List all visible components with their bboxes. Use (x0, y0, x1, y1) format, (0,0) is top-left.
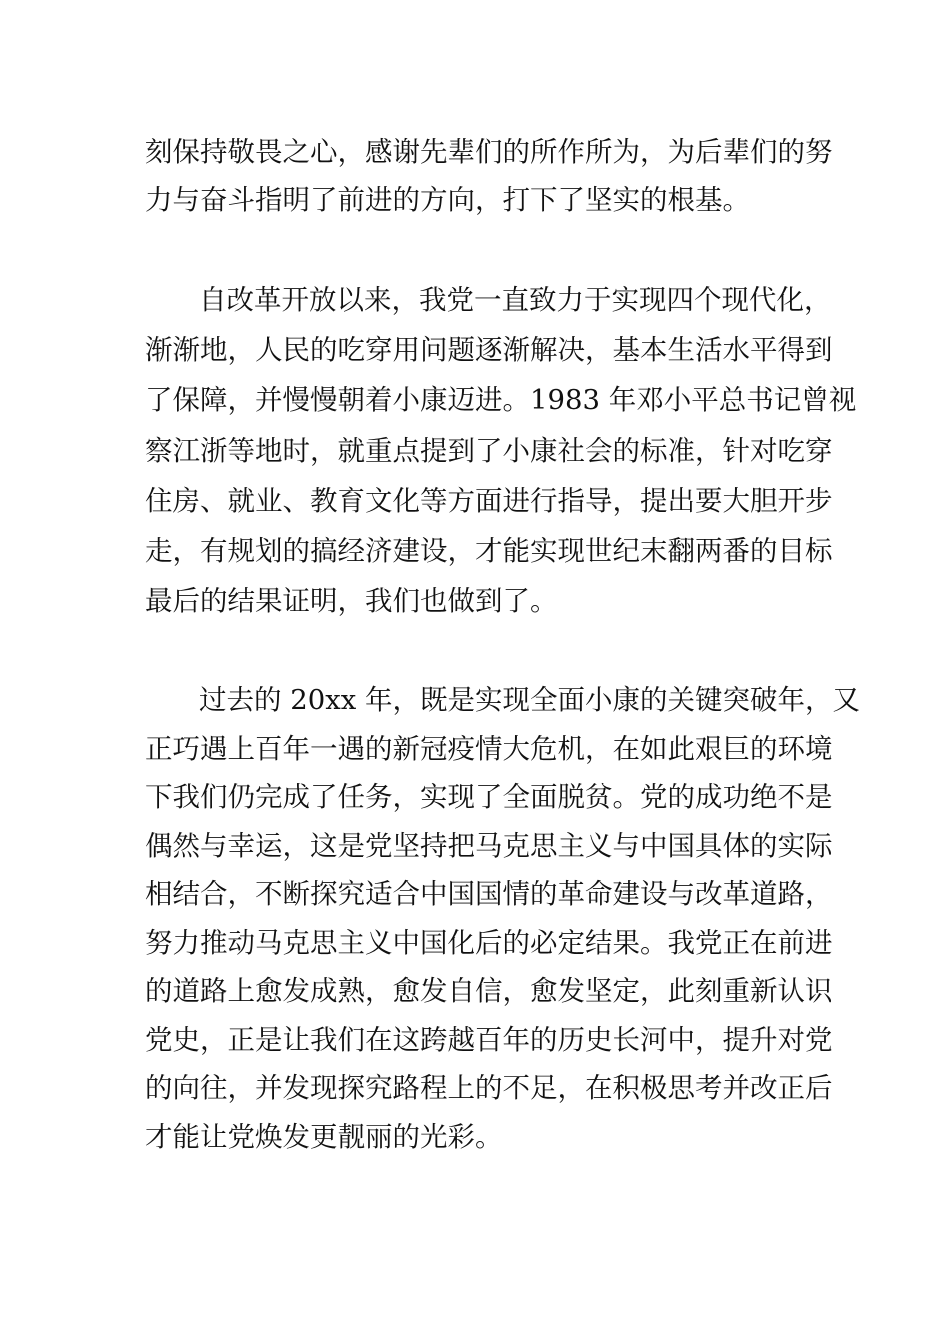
paragraph-line: 自改革开放以来，我党一直致力于实现四个现代化， (199, 284, 832, 316)
paragraph-line: 的向往，并发现探究路程上的不足，在积极思考并改正后 (145, 1072, 833, 1104)
paragraph-line: 偶然与幸运，这是党坚持把马克思主义与中国具体的实际 (145, 830, 833, 862)
paragraph-line: 努力推动马克思主义中国化后的必定结果。我党正在前进 (145, 927, 833, 959)
paragraph-line: 才能让党焕发更靓丽的光彩。 (145, 1121, 503, 1153)
paragraph-line: 过去的 20xx 年，既是实现全面小康的关键突破年，又 (199, 684, 860, 716)
paragraph-line: 刻保持敬畏之心，感谢先辈们的所作所为，为后辈们的努 (145, 136, 833, 168)
paragraph-line: 察江浙等地时，就重点提到了小康社会的标准，针对吃穿 (145, 435, 833, 467)
paragraph-line: 相结合，不断探究适合中国国情的革命建设与改革道路， (145, 878, 833, 910)
paragraph-line: 的道路上愈发成熟，愈发自信，愈发坚定，此刻重新认识 (145, 975, 833, 1007)
paragraph-line: 住房、就业、教育文化等方面进行指导，提出要大胆开步 (145, 485, 833, 517)
paragraph-line: 正巧遇上百年一遇的新冠疫情大危机，在如此艰巨的环境 (145, 733, 833, 765)
paragraph-line: 了保障，并慢慢朝着小康迈进。1983 年邓小平总书记曾视 (145, 384, 857, 416)
paragraph-line: 力与奋斗指明了前进的方向，打下了坚实的根基。 (145, 184, 750, 216)
paragraph-line: 最后的结果证明，我们也做到了。 (145, 585, 558, 617)
paragraph-line: 党史，正是让我们在这跨越百年的历史长河中，提升对党 (145, 1024, 833, 1056)
paragraph-line: 渐渐地，人民的吃穿用问题逐渐解决，基本生活水平得到 (145, 334, 833, 366)
paragraph-line: 下我们仍完成了任务，实现了全面脱贫。党的成功绝不是 (145, 781, 833, 813)
paragraph-line: 走，有规划的搞经济建设，才能实现世纪末翻两番的目标 (145, 535, 833, 567)
